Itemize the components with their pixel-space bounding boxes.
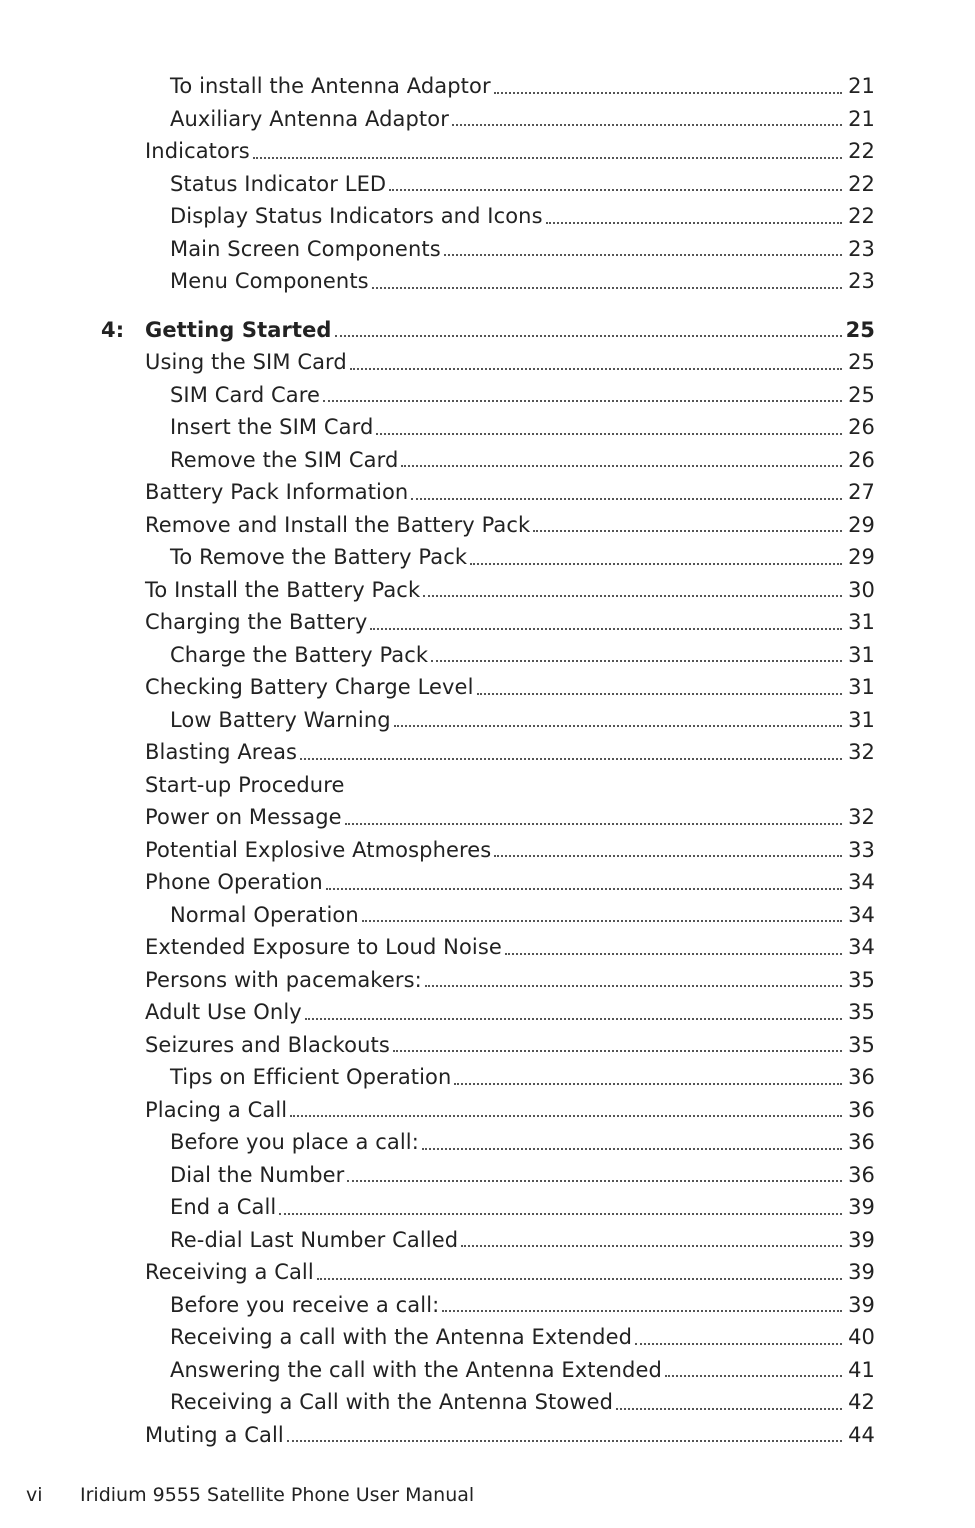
toc-entry-page-number: 41 xyxy=(848,1357,875,1382)
toc-entry-title: Receiving a Call xyxy=(145,1260,314,1285)
toc-entry[interactable] xyxy=(0,509,975,542)
toc-entry[interactable] xyxy=(0,866,975,899)
toc-entry-page-number: 22 xyxy=(848,171,875,196)
toc-entry-page-number: 39 xyxy=(848,1260,875,1285)
toc-dot-leader xyxy=(389,188,842,191)
toc-entry-page-number: 23 xyxy=(848,269,875,294)
toc-dot-leader xyxy=(290,1114,842,1117)
toc-chapter-number: 4: xyxy=(101,317,125,342)
toc-entry[interactable] xyxy=(0,168,975,201)
toc-entry[interactable] xyxy=(0,541,975,574)
toc-dot-leader xyxy=(425,984,842,987)
toc-entry[interactable] xyxy=(0,346,975,379)
toc-dot-leader xyxy=(393,1049,842,1052)
toc-entry[interactable] xyxy=(0,801,975,834)
toc-entry-page-number: 22 xyxy=(848,139,875,164)
toc-entry-page-number: 39 xyxy=(848,1227,875,1252)
toc-dot-leader xyxy=(454,1082,842,1085)
toc-dot-leader xyxy=(470,562,842,565)
toc-entry[interactable] xyxy=(0,70,975,103)
toc-dot-leader xyxy=(505,952,842,955)
toc-entry-title: Dial the Number xyxy=(170,1162,345,1187)
toc-entry-page-number: 32 xyxy=(848,740,875,765)
toc-dot-leader xyxy=(326,887,842,890)
toc-entry-title: Normal Operation xyxy=(170,902,359,927)
toc-entry[interactable] xyxy=(0,1061,975,1094)
toc-entry-title: Checking Battery Charge Level xyxy=(145,675,474,700)
toc-entry-page-number: 35 xyxy=(848,1032,875,1057)
toc-entry-title: Answering the call with the Antenna Extended xyxy=(170,1357,662,1382)
toc-entry[interactable] xyxy=(0,135,975,168)
toc-entry-title: Persons with pacemakers: xyxy=(145,967,422,992)
toc-dot-leader xyxy=(444,253,842,256)
toc-dot-leader xyxy=(362,919,842,922)
toc-dot-leader xyxy=(253,156,842,159)
toc-dot-leader xyxy=(452,123,842,126)
toc-entry[interactable] xyxy=(0,736,975,769)
toc-entry-title: Seizures and Blackouts xyxy=(145,1032,390,1057)
toc-dot-leader xyxy=(370,627,842,630)
toc-dot-leader xyxy=(616,1407,842,1410)
toc-entry-title: Before you place a call: xyxy=(170,1130,419,1155)
toc-entry-page-number: 44 xyxy=(848,1422,875,1447)
toc-entry-title: Potential Explosive Atmospheres xyxy=(145,837,492,862)
toc-entry-page-number: 36 xyxy=(848,1162,875,1187)
toc-entry-title: Start-up Procedure xyxy=(145,772,345,797)
toc-entry-page-number: 34 xyxy=(848,935,875,960)
toc-entry-page-number: 25 xyxy=(845,317,875,342)
toc-entry-title: Re-dial Last Number Called xyxy=(170,1227,459,1252)
footer-page-number: vi xyxy=(26,1484,43,1506)
toc-entry[interactable] xyxy=(0,769,975,802)
toc-dot-leader xyxy=(287,1439,842,1442)
toc-entry[interactable] xyxy=(0,1126,975,1159)
toc-entry-page-number: 42 xyxy=(848,1390,875,1415)
toc-entry-page-number: 26 xyxy=(848,447,875,472)
toc-entry[interactable] xyxy=(0,964,975,997)
toc-entry-page-number: 39 xyxy=(848,1195,875,1220)
toc-entry-title: Power on Message xyxy=(145,805,342,830)
toc-dot-leader xyxy=(461,1244,842,1247)
toc-dot-leader xyxy=(401,464,842,467)
toc-dot-leader xyxy=(423,594,842,597)
toc-entry-page-number: 22 xyxy=(848,204,875,229)
toc-entry-title: Tips on Efficient Operation xyxy=(170,1065,452,1090)
toc-dot-leader xyxy=(323,399,842,402)
toc-entry-title: Status Indicator LED xyxy=(170,171,387,196)
toc-entry-title: Insert the SIM Card xyxy=(170,415,374,440)
toc-entry-title: Extended Exposure to Loud Noise xyxy=(145,935,502,960)
toc-dot-leader xyxy=(376,432,842,435)
toc-entry-page-number: 31 xyxy=(848,675,875,700)
toc-entry-title: To install the Antenna Adaptor xyxy=(170,74,491,99)
toc-entry-page-number: 29 xyxy=(848,545,875,570)
toc-entry-title: Main Screen Components xyxy=(170,236,441,261)
toc-entry-page-number: 32 xyxy=(848,805,875,830)
toc-entry-page-number: 30 xyxy=(848,577,875,602)
toc-dot-leader xyxy=(635,1342,842,1345)
toc-entry-page-number: 25 xyxy=(848,350,875,375)
toc-entry-page-number: 36 xyxy=(848,1065,875,1090)
toc-entry-title: Receiving a call with the Antenna Extended xyxy=(170,1325,633,1350)
toc-entry-title: Muting a Call xyxy=(145,1422,284,1447)
footer-document-title: Iridium 9555 Satellite Phone User Manual xyxy=(80,1484,475,1506)
toc-entry-page-number: 21 xyxy=(848,74,875,99)
toc-entry[interactable] xyxy=(0,834,975,867)
toc-entry-page-number: 23 xyxy=(848,236,875,261)
toc-dot-leader xyxy=(422,1147,842,1150)
toc-entry[interactable] xyxy=(0,1419,975,1452)
toc-entry[interactable] xyxy=(0,899,975,932)
toc-entry-page-number: 33 xyxy=(848,837,875,862)
toc-dot-leader xyxy=(494,854,842,857)
toc-entry-page-number: 31 xyxy=(848,610,875,635)
toc-entry[interactable] xyxy=(0,606,975,639)
toc-entry[interactable] xyxy=(0,233,975,266)
toc-entry[interactable] xyxy=(0,1256,975,1289)
toc-dot-leader xyxy=(477,692,842,695)
toc-entry-title: End a Call xyxy=(170,1195,277,1220)
toc-entry-title: Low Battery Warning xyxy=(170,707,391,732)
toc-entry[interactable] xyxy=(0,476,975,509)
toc-entry-title: SIM Card Care xyxy=(170,382,321,407)
toc-entry-page-number: 35 xyxy=(848,1000,875,1025)
toc-entry-page-number: 40 xyxy=(848,1325,875,1350)
toc-dot-leader xyxy=(350,367,842,370)
toc-entry[interactable] xyxy=(0,996,975,1029)
toc-entry[interactable] xyxy=(0,1386,975,1419)
toc-entry-title: Using the SIM Card xyxy=(145,350,347,375)
toc-entry-page-number: 35 xyxy=(848,967,875,992)
toc-entry-title: Phone Operation xyxy=(145,870,323,895)
toc-dot-leader xyxy=(546,221,842,224)
toc-entry-title: Remove the SIM Card xyxy=(170,447,399,472)
toc-entry-title: Charging the Battery xyxy=(145,610,368,635)
toc-entry-title: Display Status Indicators and Icons xyxy=(170,204,543,229)
toc-entry-page-number: 29 xyxy=(848,512,875,537)
toc-entry-title: Receiving a Call with the Antenna Stowed xyxy=(170,1390,614,1415)
toc-chapter-entry[interactable] xyxy=(0,314,975,347)
toc-entry-title: To Remove the Battery Pack xyxy=(170,545,468,570)
toc-entry-title: Before you receive a call: xyxy=(170,1292,440,1317)
toc-dot-leader xyxy=(345,822,842,825)
toc-entry-page-number: 39 xyxy=(848,1292,875,1317)
toc-entry[interactable] xyxy=(0,265,975,298)
toc-entry-page-number: 27 xyxy=(848,480,875,505)
toc-entry-title: Remove and Install the Battery Pack xyxy=(145,512,531,537)
toc-dot-leader xyxy=(300,757,842,760)
toc-dot-leader xyxy=(665,1374,842,1377)
toc-entry-page-number: 36 xyxy=(848,1130,875,1155)
toc-dot-leader xyxy=(335,334,842,337)
toc-entry-page-number: 34 xyxy=(848,902,875,927)
toc-dot-leader xyxy=(533,529,842,532)
toc-entry-page-number: 26 xyxy=(848,415,875,440)
toc-entry[interactable] xyxy=(0,931,975,964)
toc-entry-title: Charge the Battery Pack xyxy=(170,642,429,667)
toc-entry[interactable] xyxy=(0,574,975,607)
toc-dot-leader xyxy=(279,1212,842,1215)
toc-entry-title: Adult Use Only xyxy=(145,1000,302,1025)
toc-dot-leader xyxy=(347,1179,842,1182)
toc-dot-leader xyxy=(431,659,842,662)
toc-entry-title: Placing a Call xyxy=(145,1097,288,1122)
toc-dot-leader xyxy=(494,91,842,94)
toc-dot-leader xyxy=(442,1309,842,1312)
toc-entry[interactable] xyxy=(0,704,975,737)
toc-entry[interactable] xyxy=(0,411,975,444)
table-of-contents xyxy=(0,70,975,1451)
toc-entry-page-number: 34 xyxy=(848,870,875,895)
toc-dot-leader xyxy=(411,497,842,500)
toc-entry-page-number: 21 xyxy=(848,106,875,131)
toc-entry-title: Menu Components xyxy=(170,269,369,294)
toc-entry-page-number: 25 xyxy=(848,382,875,407)
toc-entry[interactable] xyxy=(0,1321,975,1354)
toc-entry[interactable] xyxy=(0,1224,975,1257)
toc-entry[interactable] xyxy=(0,444,975,477)
toc-entry-title: To Install the Battery Pack xyxy=(145,577,421,602)
toc-entry[interactable] xyxy=(0,671,975,704)
toc-dot-leader xyxy=(317,1277,842,1280)
toc-entry-title: Battery Pack Information xyxy=(145,480,409,505)
toc-entry-title: Blasting Areas xyxy=(145,740,298,765)
toc-dot-leader xyxy=(372,286,842,289)
page-footer xyxy=(0,1481,975,1511)
toc-entry-title: Getting Started xyxy=(145,317,332,342)
toc-entry[interactable] xyxy=(0,639,975,672)
toc-entry[interactable] xyxy=(0,1191,975,1224)
toc-entry-page-number: 31 xyxy=(848,707,875,732)
toc-entry[interactable] xyxy=(0,1094,975,1127)
toc-entry-page-number: 36 xyxy=(848,1097,875,1122)
toc-dot-leader xyxy=(394,724,842,727)
toc-entry-page-number: 31 xyxy=(848,642,875,667)
toc-entry[interactable] xyxy=(0,200,975,233)
toc-entry[interactable] xyxy=(0,103,975,136)
toc-entry-title: Auxiliary Antenna Adaptor xyxy=(170,106,449,131)
toc-entry[interactable] xyxy=(0,1289,975,1322)
toc-entry[interactable] xyxy=(0,379,975,412)
toc-entry-title: Indicators xyxy=(145,139,250,164)
toc-entry[interactable] xyxy=(0,1159,975,1192)
toc-entry[interactable] xyxy=(0,1029,975,1062)
toc-dot-leader xyxy=(305,1017,842,1020)
toc-entry[interactable] xyxy=(0,1354,975,1387)
